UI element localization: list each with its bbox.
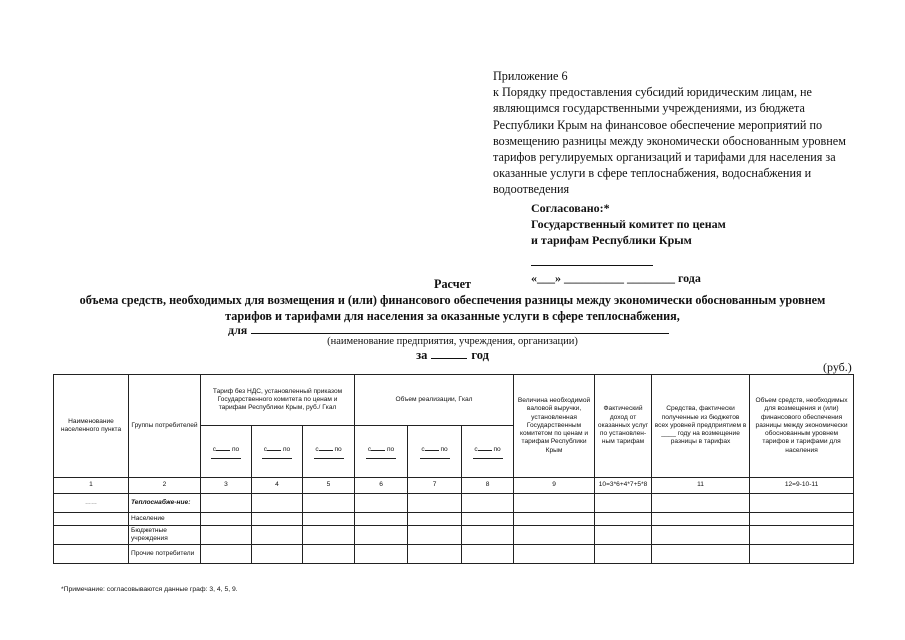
column-number: 4	[252, 478, 303, 494]
agreed-committee-cont: и тарифам Республики Крым	[531, 233, 692, 248]
column-number-row	[54, 478, 854, 494]
column-number: 7	[408, 478, 462, 494]
header-settlement: Наименование населенного пункта	[54, 375, 129, 478]
row-budget: Бюджетные учреждения	[129, 526, 201, 545]
column-number: 3	[201, 478, 252, 494]
header-row	[54, 375, 854, 426]
settlement-placeholder: ……	[54, 494, 129, 513]
header-groups: Группы потребителей	[129, 375, 201, 478]
year-blank	[431, 348, 467, 359]
column-number: 9	[514, 478, 595, 494]
header-need: Объем средств, необходимых для возмещения и (или) финансового обеспечения разницы между экономически обоснованным уровнем тарифов и тарифами для населения	[750, 375, 854, 478]
footnote: *Примечание: согласовываются данные граф: 3, 4, 5, 9.	[61, 586, 238, 593]
appendix-text: к Порядку предоставления субсидий юридическим лицам, не являющимся государственными учреждениями, из бюджета Республики Крым на финансовое обеспечение мероприятий по возмещению разницы между экономически обоснованным уровнем тарифов регулируемых организаций и тарифами для населения за оказанные услуги в сфере теплоснабжения, водоснабжения и водоотведения	[493, 85, 846, 197]
table-row	[54, 513, 854, 526]
row-heat-supply: Теплоснабже-ние:	[129, 494, 201, 513]
period-cell: с по	[201, 426, 252, 478]
agreed-committee: Государственный комитет по ценам	[531, 217, 726, 232]
column-number: 5	[303, 478, 355, 494]
year-suffix: год	[471, 348, 489, 362]
column-number: 1	[54, 478, 129, 494]
header-actual: Фактический доход от оказанных услуг по установлен-ным тарифам	[595, 375, 652, 478]
period-cell: с по	[462, 426, 514, 478]
column-number: 12=9-10-11	[750, 478, 854, 494]
agreement-block	[531, 200, 831, 286]
calc-subtitle-1: объема средств, необходимых для возмещения и (или) финансового обеспечения разницы между экономически обоснованным уровнем	[79, 293, 826, 307]
appendix-title: Приложение 6	[493, 69, 568, 83]
for-label: для	[228, 323, 248, 337]
signature-line	[531, 255, 653, 266]
table-row	[54, 494, 854, 513]
column-number: 11	[652, 478, 750, 494]
header-volume: Объем реализации, Гкал	[355, 375, 514, 426]
header-tariff: Тариф без НДС, установленный приказом Государственного комитета по ценам и тарифам Республики Крым, руб./ Гкал	[201, 375, 355, 426]
period-cell: с по	[252, 426, 303, 478]
calc-subtitle-2: тарифов и тарифами для населения за оказанные услуги в сфере теплоснабжения,	[225, 309, 680, 323]
column-number: 2	[129, 478, 201, 494]
agreement-date: «___» __________ ________ года	[531, 270, 701, 285]
table-row	[54, 545, 854, 564]
calculation-table	[53, 374, 854, 564]
row-other: Прочие потребители	[129, 545, 201, 564]
column-number: 6	[355, 478, 408, 494]
column-number: 8	[462, 478, 514, 494]
column-number: 10=3*6+4*7+5*8	[595, 478, 652, 494]
year-prefix: за	[416, 348, 428, 362]
period-cell: с по	[355, 426, 408, 478]
table-row	[54, 526, 854, 545]
agreed-label: Согласовано:*	[531, 201, 610, 215]
year-line	[0, 348, 905, 363]
organization-caption: (наименование предприятия, учреждения, организации)	[327, 336, 578, 347]
header-funds: Средства, фактически полученные из бюджетов всех уровней предприятием в ____ году на возмещение разницы в тарифах	[652, 375, 750, 478]
organization-blank	[251, 323, 669, 334]
period-cell: с по	[408, 426, 462, 478]
calc-title: Расчет	[434, 277, 471, 291]
row-population: Население	[129, 513, 201, 526]
units-label: (руб.)	[823, 360, 852, 374]
header-revenue: Величина необходимой валовой выручки, установленная Государственным комитетом по ценам и тарифам Республики Крым	[514, 375, 595, 478]
period-cell: с по	[303, 426, 355, 478]
appendix-block	[493, 68, 853, 198]
